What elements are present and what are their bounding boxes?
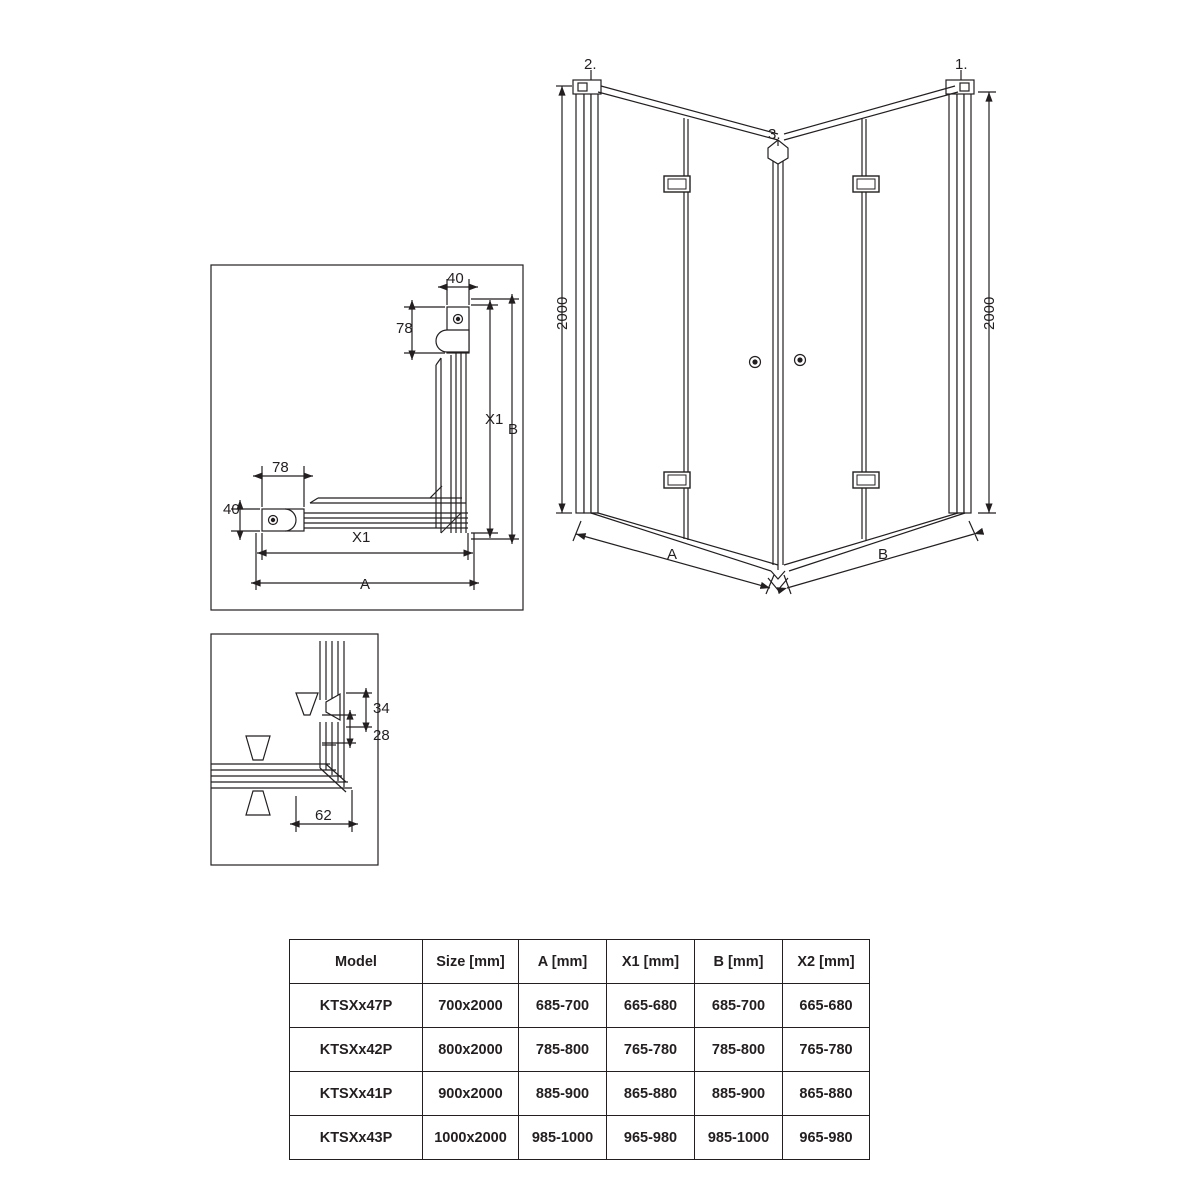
front-callout-3: 3. <box>768 126 781 143</box>
table-row <box>290 984 870 1028</box>
detail-view-frame <box>211 634 378 865</box>
front-callout-1: 1. <box>955 56 968 73</box>
cell-size: 800x2000 <box>423 1028 519 1072</box>
front-view <box>573 70 974 590</box>
plan-dim-78-top-label: 78 <box>396 320 413 337</box>
cell-size: 1000x2000 <box>423 1116 519 1160</box>
cell-b: 685-700 <box>695 984 783 1028</box>
table-header-size: Size [mm] <box>423 940 519 984</box>
table-header-x1: X1 [mm] <box>607 940 695 984</box>
front-callout-2: 2. <box>584 56 597 73</box>
cell-size: 700x2000 <box>423 984 519 1028</box>
detail-dim-28-label: 28 <box>373 727 390 744</box>
table-row <box>290 1116 870 1160</box>
detail-dim-62-label: 62 <box>315 807 332 824</box>
cell-a: 985-1000 <box>519 1116 607 1160</box>
table-header-a: A [mm] <box>519 940 607 984</box>
table-row <box>290 1028 870 1072</box>
cell-x1: 765-780 <box>607 1028 695 1072</box>
table-row <box>290 1072 870 1116</box>
cell-a: 885-900 <box>519 1072 607 1116</box>
cell-model: KTSXx41P <box>290 1072 423 1116</box>
plan-dim-78-left-label: 78 <box>272 459 289 476</box>
cell-x2: 865-880 <box>783 1072 870 1116</box>
plan-dim-40-top-label: 40 <box>447 270 464 287</box>
cell-x2: 665-680 <box>783 984 870 1028</box>
front-height-right-label: 2000 <box>981 296 998 330</box>
plan-dim-A-label: A <box>360 576 371 593</box>
plan-dim-B-label: B <box>508 421 519 438</box>
cell-model: KTSXx43P <box>290 1116 423 1160</box>
front-height-left-label: 2000 <box>554 296 571 330</box>
plan-dim-X1-horizontal-label: X1 <box>352 529 371 546</box>
plan-view-frame <box>211 265 523 610</box>
cell-b: 985-1000 <box>695 1116 783 1160</box>
plan-dim-X1-vertical-label: X1 <box>485 411 504 428</box>
plan-dim-40-left-label: 40 <box>223 501 240 518</box>
cell-model: KTSXx47P <box>290 984 423 1028</box>
cell-x1: 865-880 <box>607 1072 695 1116</box>
cell-x1: 665-680 <box>607 984 695 1028</box>
table-header-x2: X2 [mm] <box>783 940 870 984</box>
specification-table <box>289 939 870 1160</box>
cell-b: 785-800 <box>695 1028 783 1072</box>
front-width-A-label: A <box>667 546 678 563</box>
cell-x2: 965-980 <box>783 1116 870 1160</box>
front-width-B-label: B <box>878 546 889 563</box>
cell-a: 785-800 <box>519 1028 607 1072</box>
cell-x2: 765-780 <box>783 1028 870 1072</box>
table-header-model: Model <box>290 940 423 984</box>
detail-dim-34-label: 34 <box>373 700 390 717</box>
cell-size: 900x2000 <box>423 1072 519 1116</box>
table-header-row <box>290 940 870 984</box>
cell-x1: 965-980 <box>607 1116 695 1160</box>
cell-model: KTSXx42P <box>290 1028 423 1072</box>
cell-a: 685-700 <box>519 984 607 1028</box>
cell-b: 885-900 <box>695 1072 783 1116</box>
table-header-b: B [mm] <box>695 940 783 984</box>
